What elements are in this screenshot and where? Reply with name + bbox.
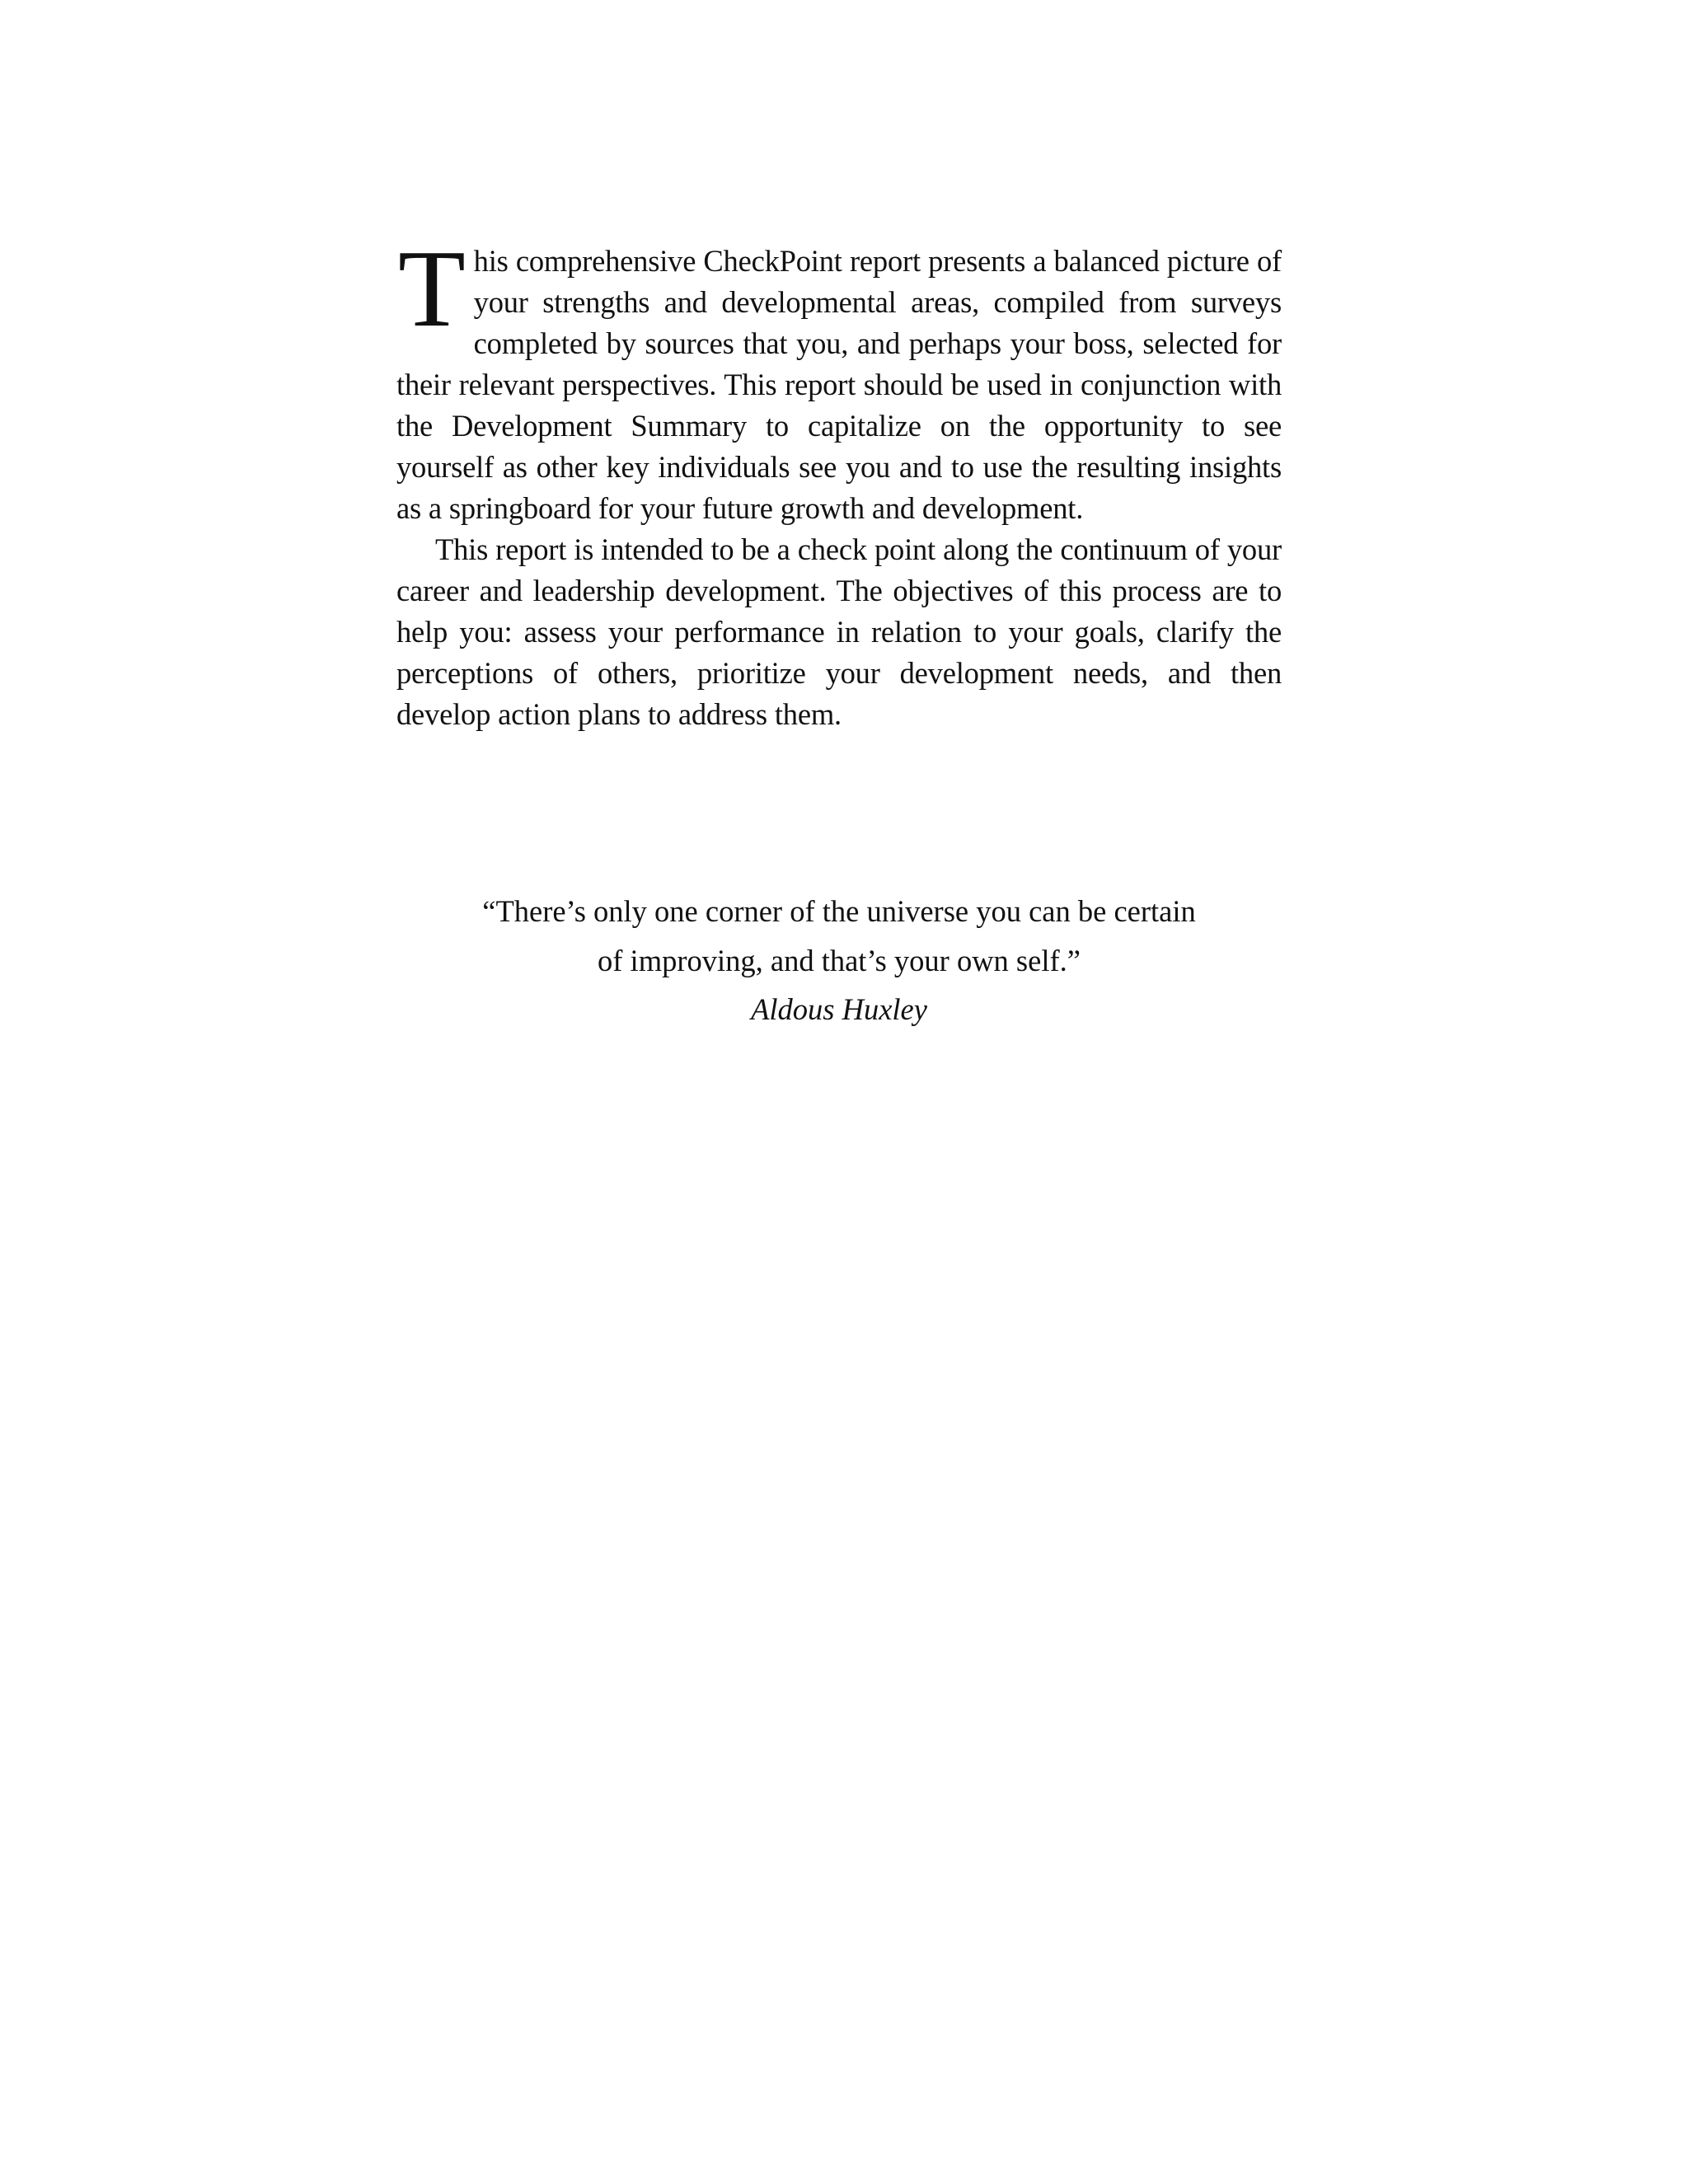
intro-paragraph-2: This report is intended to be a check point along the continuum of your career and leadership development. The objectives of this process are to help you: assess your performance in relation to your goals, clarify the perceptions of others, prioritize your development needs, and then develop action plans to address them. — [396, 532, 1282, 731]
drop-cap: T — [398, 227, 466, 349]
intro-text — [396, 227, 1282, 735]
quote-author: Aldous Huxley — [751, 992, 927, 1026]
intro-paragraph-1-text: his comprehensive CheckPoint report presents a balanced picture of your strengths and developmental areas, compiled from surveys completed by sources that you, and perhaps your boss, selected for their relevant perspectives. This report should be used in conjunction with the Development Summary to capitalize on the opportunity to see yourself as other key individuals see you and to use the resulting insights as a springboard for your future growth and development. — [396, 244, 1282, 525]
quote-block — [396, 887, 1282, 1033]
intro-paragraph-1 — [396, 227, 1282, 529]
quote-line-2: of improving, and that’s your own self.” — [598, 944, 1081, 977]
quote-line-1: “There’s only one corner of the universe you can be certain — [482, 894, 1196, 928]
